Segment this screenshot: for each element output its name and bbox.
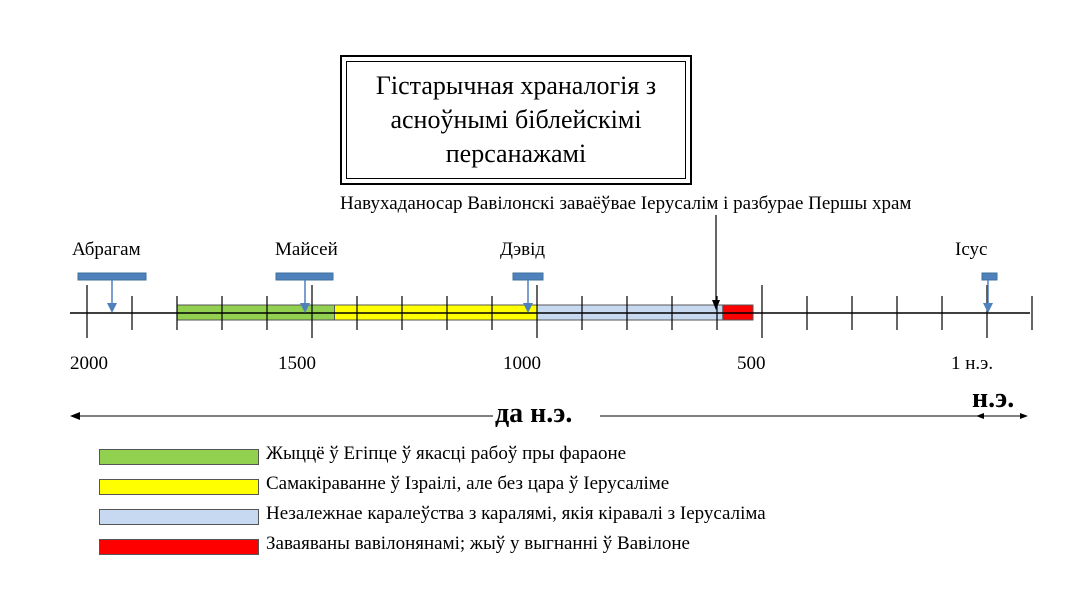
ad-arrowhead-right: [1020, 413, 1028, 419]
legend-label: Незалежнае каралеўства з каралямі, якія кіравалі з Іерусаліма: [266, 503, 766, 524]
figure-marker-arrowhead: [983, 303, 993, 313]
axis-tick-label: 500: [737, 353, 766, 374]
era-label-ad: н.э.: [972, 383, 1015, 414]
legend-label: Самакіраванне ў Ізраілі, але без цара ў Іерусаліме: [266, 473, 670, 494]
figure-label: Ісус: [955, 239, 988, 260]
era-label-bc: да н.э.: [495, 398, 573, 429]
figure-marker-arrowhead: [107, 303, 117, 313]
legend-swatch: [99, 509, 259, 525]
figure-label: Абрагам: [72, 239, 141, 260]
legend-label: Заваяваны вавілонянамі; жыў у выгнанні ў Вавілоне: [266, 533, 690, 554]
legend-swatch: [99, 479, 259, 495]
axis-tick-label: 2000: [70, 353, 108, 374]
diagram-title: Гістарычная храналогія з асноўнымі біблейскімі персанажамі: [375, 71, 657, 168]
axis-tick-label: 1000: [503, 353, 541, 374]
bc-arrowhead: [70, 412, 80, 420]
figure-marker-bar: [78, 273, 146, 280]
figure-label: Майсей: [275, 239, 338, 260]
axis-tick-label: 1 н.э.: [951, 353, 994, 374]
figure-marker-bar: [276, 273, 333, 280]
figure-marker-bar: [982, 273, 997, 280]
legend-label: Жыццё ў Егіпце ў якасці рабоў пры фараоне: [266, 443, 627, 464]
figure-label: Дэвід: [500, 239, 546, 260]
figure-marker-bar: [513, 273, 543, 280]
axis-tick-label: 1500: [278, 353, 316, 374]
annotation-nebuchadnezzar: Навухаданосар Вавілонскі заваёўвае Іерусалім і разбурае Першы храм: [340, 193, 912, 214]
legend-swatch: [99, 539, 259, 555]
legend-swatch: [99, 449, 259, 465]
title-box: [340, 55, 692, 185]
